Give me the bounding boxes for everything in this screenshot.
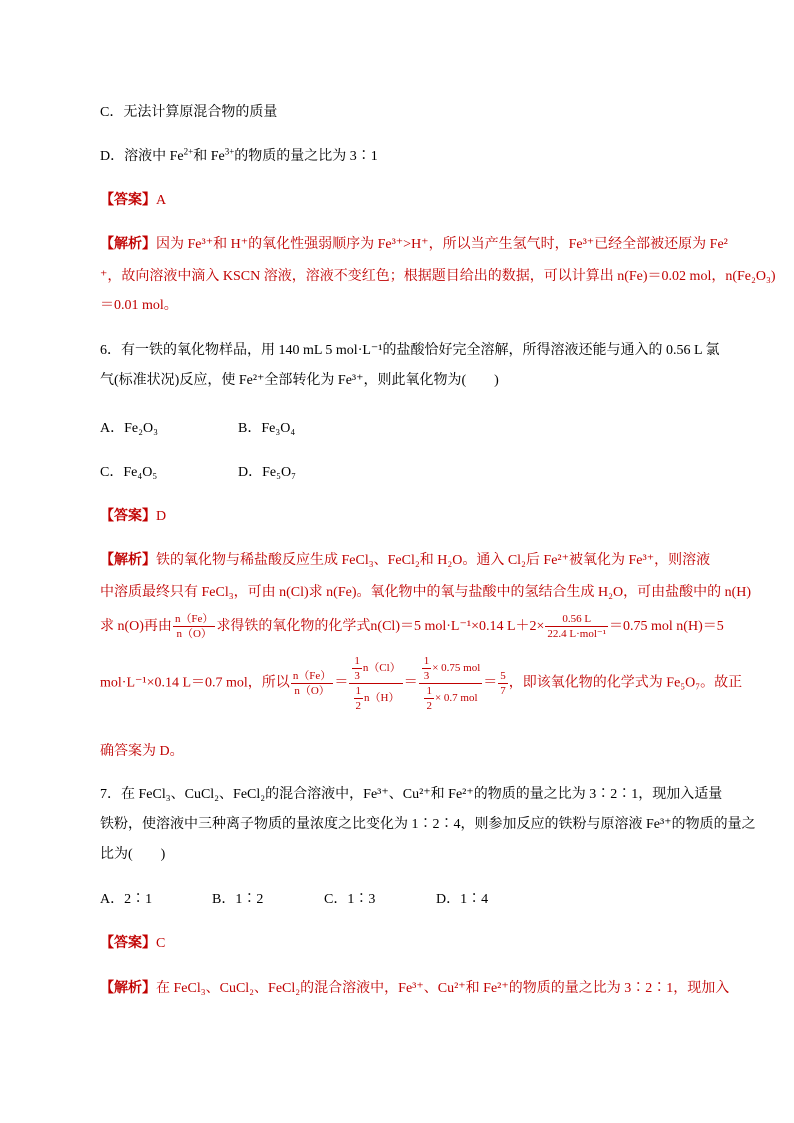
q7-options <box>100 889 724 911</box>
q5-analysis-line-1: 【解析】因为 Fe³⁺和 H⁺的氧化性强弱顺序为 Fe³⁺>H⁺，所以当产生氢气时，Fe³⁺已经全部被还原为 Fe² <box>100 237 728 252</box>
q5-option-d: D．溶液中 $Fe^{2+}$和 $Fe^{3+}$的物质的量之比为 3∶1 <box>100 146 378 164</box>
q6-options-row-2 <box>100 462 724 484</box>
q5-answer: 【答案】A <box>100 193 167 208</box>
q6-analysis-line-4: mol·L⁻¹×0.14 L＝0.7 mol，所以 $\frac{n(Fe)}{n(O)}$ ＝ $\frac{1}{3}$ n（Cl） $\frac{1}{2}$ n（H） ＝ $\frac{1}{3}$ × 0.75 mol $\frac{1}{2}$ × 0.7 mol ＝ $\frac{5}{7}$ ，即该氧化物的化学式为 Fe₅O₇。故正 <box>100 655 743 712</box>
q7-analysis-line-1: 【解析】在 FeCl₃、CuCl₂、FeCl₂的混合溶液中，Fe³⁺、Cu²⁺和 Fe²⁺的物质的量之比为 3∶2∶1，现加入 <box>100 981 730 996</box>
value-fraction: $\frac{1}{3}$ × 0.75 mol $\frac{1}{2}$ × 0.7 mol <box>419 654 483 713</box>
q7-option-d: D．1∶4 <box>436 892 489 907</box>
q5-analysis-line-2: ⁺，故向溶液中滴入 KSCN 溶液，溶液不变红色；根据题目给出的数据，可以计算出 n(Fe)＝0.02 mol，n(Fe₂O₃) <box>100 269 776 284</box>
q6-options-row-1 <box>100 418 724 440</box>
q5-option-c: C．无法计算原混合物的质量 <box>100 105 278 120</box>
volume-fraction: $\frac{0.56 L}{\text{22.4 L·mol⁻¹}}$ <box>547 613 607 641</box>
q5-analysis-line-3: ＝0.01 mol。 <box>100 298 178 313</box>
q6-stem-line-2: 气(标准状况)反应，使 Fe²⁺全部转化为 Fe³⁺，则此氧化物为( ) <box>100 373 499 388</box>
q7-option-c: C．1∶3 <box>324 892 376 907</box>
q6-analysis-line-1: 【解析】铁的氧化物与稀盐酸反应生成 FeCl₃、FeCl₂和 H₂O。通入 Cl₂后 Fe²⁺被氧化为 Fe³⁺，则溶液 <box>100 553 711 568</box>
q6-answer: 【答案】D <box>100 509 167 524</box>
q6-stem-line-1: 6．有一铁的氧化物样品，用 140 mL 5 mol·L⁻¹的盐酸恰好完全溶解，所得溶液还能与通入的 0.56 L 氯 <box>100 343 720 358</box>
q6-analysis-line-5: 确答案为 D。 <box>100 744 184 759</box>
q6-analysis-line-3: 求 n(O)再由 $\frac{n(Fe)}{n(O)}$ 求得铁的氧化物的化学式n(Cl)＝5 mol·L⁻¹×0.14 L＋2× $\frac{0.56 L}{\text{22.4 L·mol⁻¹}}$ ＝0.75 mol n(H)＝5 <box>100 613 724 641</box>
q7-stem-line-3: 比为( ) <box>100 847 166 862</box>
q6-option-b: B．Fe₃O₄ <box>238 421 296 436</box>
q7-option-a: A．2∶1 <box>100 892 153 907</box>
q6-option-a: A．Fe₂O₃ <box>100 421 158 436</box>
q7-option-b: B．1∶2 <box>212 892 264 907</box>
q6-analysis-line-2: 中溶质最终只有 FeCl₃，可由 n(Cl)求 n(Fe)。氧化物中的氧与盐酸中的氢结合生成 H₂O，可由盐酸中的 n(H) <box>100 585 752 600</box>
cl-h-fraction: $\frac{1}{3}$ n（Cl） $\frac{1}{2}$ n（H） <box>349 654 402 713</box>
q6-option-d: D．Fe₅O₇ <box>238 465 296 480</box>
q7-stem-line-1: 7．在 FeCl₃、CuCl₂、FeCl₂的混合溶液中，Fe³⁺、Cu²⁺和 Fe²⁺的物质的量之比为 3∶2∶1，现加入适量 <box>100 787 723 802</box>
q7-stem-line-2: 铁粉，使溶液中三种离子物质的量浓度之比变化为 1∶2∶4，则参加反应的铁粉与原溶液 Fe³⁺的物质的量之 <box>100 817 756 832</box>
q6-option-c: C．Fe₄O₅ <box>100 465 158 480</box>
fe-o-ratio: $\frac{n(Fe)}{n(O)}$ <box>174 613 214 641</box>
q7-answer: 【答案】C <box>100 936 166 951</box>
result-fraction: $\frac{5}{7}$ <box>500 670 506 697</box>
fe-o-ratio-2: $\frac{n(Fe)}{n(O)}$ <box>292 670 332 697</box>
